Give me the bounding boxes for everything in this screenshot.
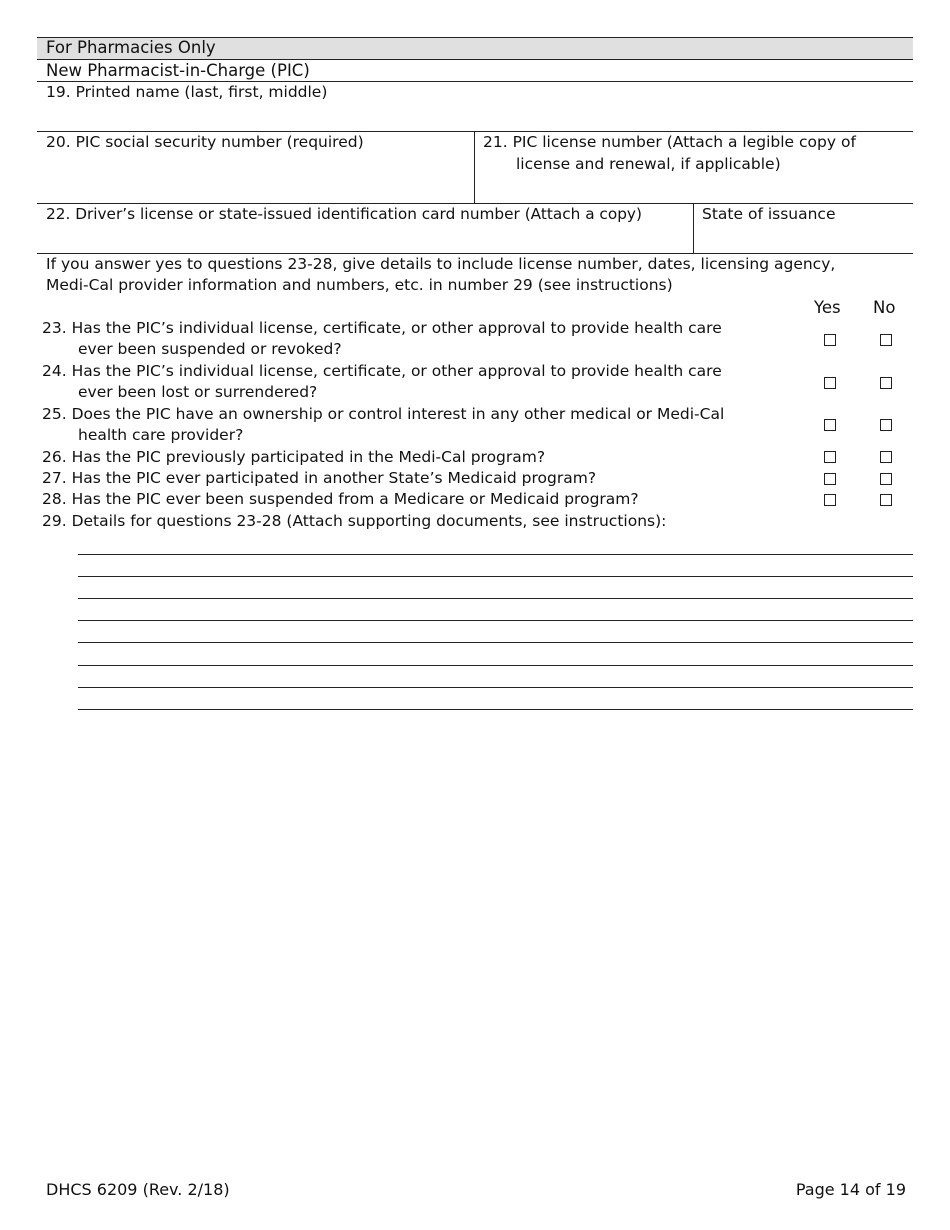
- question-27-text: 27. Has the PIC ever participated in another State’s Medicaid program?: [42, 469, 597, 487]
- question-27-no-checkbox[interactable]: [880, 473, 892, 485]
- details-writing-line: [78, 554, 913, 555]
- details-writing-line: [78, 620, 913, 621]
- question-23-text: 23. Has the PIC’s individual license, certificate, or other approval to provide health care: [42, 319, 722, 337]
- details-writing-line: [78, 665, 913, 666]
- question-24-no-checkbox[interactable]: [880, 377, 892, 389]
- question-25-no-checkbox[interactable]: [880, 419, 892, 431]
- question-28-yes-checkbox[interactable]: [824, 494, 836, 506]
- section-subtitle: New Pharmacist-in-Charge (PIC): [46, 61, 310, 80]
- license-number-label: 21. PIC license number (Attach a legible copy of: [483, 133, 856, 151]
- question-23-yes-checkbox[interactable]: [824, 334, 836, 346]
- question-24: [42, 361, 782, 403]
- no-column-header: No: [873, 298, 896, 317]
- details-label: 29. Details for questions 23-28 (Attach supporting documents, see instructions):: [42, 512, 667, 530]
- question-26-text: 26. Has the PIC previously participated in the Medi-Cal program?: [42, 448, 546, 466]
- form-id: DHCS 6209 (Rev. 2/18): [46, 1180, 230, 1199]
- question-23-no-checkbox[interactable]: [880, 334, 892, 346]
- question-26-no-checkbox[interactable]: [880, 451, 892, 463]
- details-writing-line: [78, 687, 913, 688]
- page-number: Page 14 of 19: [795, 1180, 906, 1199]
- question-26: [42, 447, 782, 468]
- details-writing-line: [78, 576, 913, 577]
- printed-name-label: 19. Printed name (last, first, middle): [46, 83, 328, 101]
- question-23: [42, 318, 782, 360]
- question-28-no-checkbox[interactable]: [880, 494, 892, 506]
- state-of-issuance-label: State of issuance: [702, 205, 836, 223]
- question-27-yes-checkbox[interactable]: [824, 473, 836, 485]
- yes-column-header: Yes: [814, 298, 841, 317]
- instructions-line-2: Medi-Cal provider information and numbers, etc. in number 29 (see instructions): [46, 276, 673, 294]
- details-writing-line: [78, 598, 913, 599]
- question-25-yes-checkbox[interactable]: [824, 419, 836, 431]
- question-23-text-cont: ever been suspended or revoked?: [78, 340, 342, 358]
- ssn-label: 20. PIC social security number (required): [46, 133, 364, 151]
- license-number-label-cont: license and renewal, if applicable): [516, 155, 781, 173]
- section-title: For Pharmacies Only: [46, 38, 216, 57]
- question-24-text-cont: ever been lost or surrendered?: [78, 383, 318, 401]
- question-24-text: 24. Has the PIC’s individual license, certificate, or other approval to provide health care: [42, 362, 722, 380]
- details-writing-line: [78, 642, 913, 643]
- question-24-yes-checkbox[interactable]: [824, 377, 836, 389]
- question-25-text: 25. Does the PIC have an ownership or control interest in any other medical or Medi-Cal: [42, 405, 725, 423]
- question-25-text-cont: health care provider?: [78, 426, 244, 444]
- details-text-area[interactable]: [78, 532, 913, 710]
- question-26-yes-checkbox[interactable]: [824, 451, 836, 463]
- question-28: [42, 489, 782, 510]
- question-25: [42, 404, 782, 446]
- question-28-text: 28. Has the PIC ever been suspended from a Medicare or Medicaid program?: [42, 490, 639, 508]
- instructions-line-1: If you answer yes to questions 23-28, give details to include license number, dates, licensing agency,: [46, 255, 836, 273]
- drivers-license-label: 22. Driver’s license or state-issued identification card number (Attach a copy): [46, 205, 642, 223]
- details-writing-line: [78, 709, 913, 710]
- question-27: [42, 468, 782, 489]
